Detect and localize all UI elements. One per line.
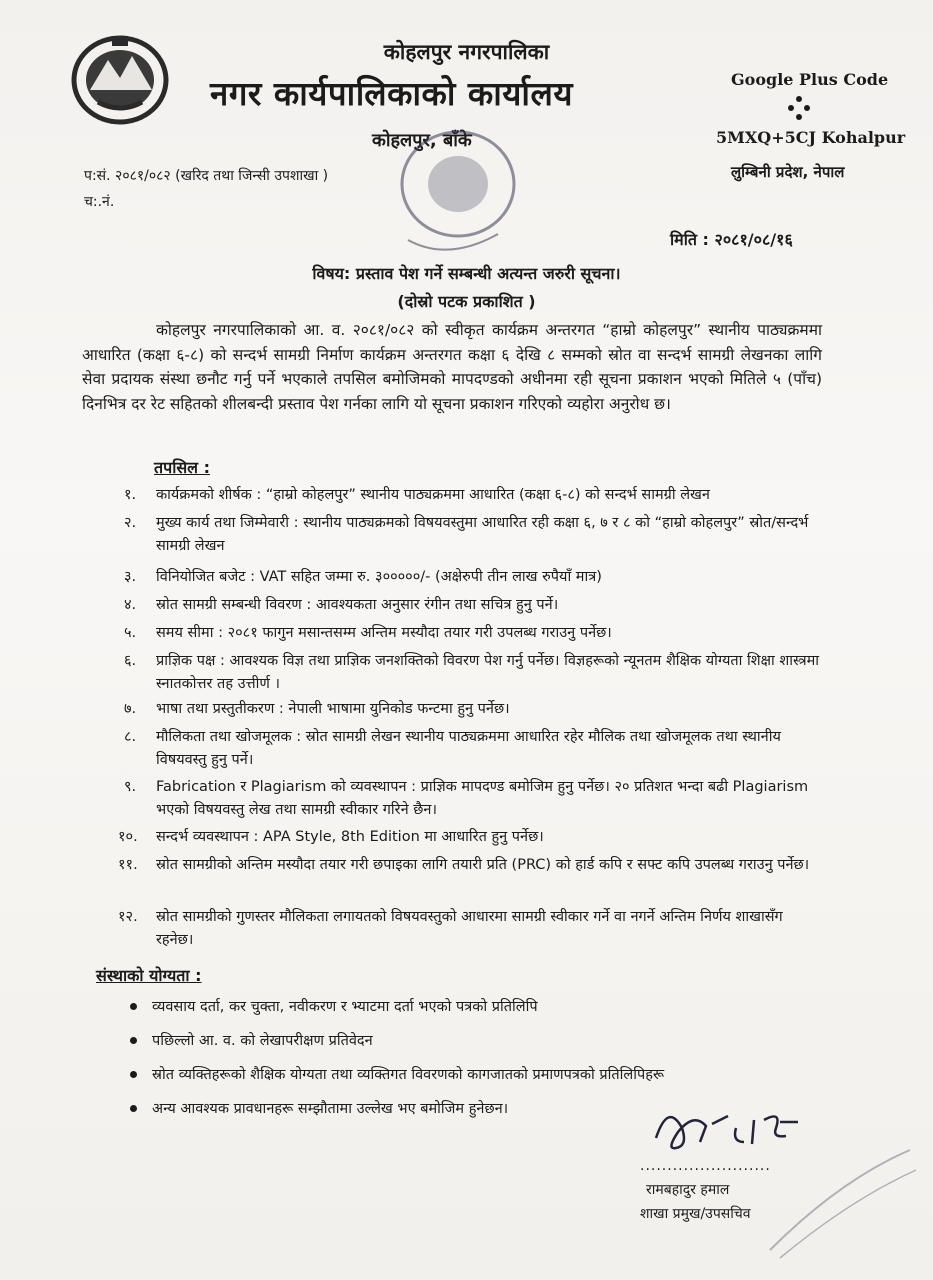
details-item-text: विनियोजित बजेट : VAT सहित जम्मा रु. ३०००००/- (अक्षेरुपी तीन लाख रुपैयाँ मात्र) bbox=[156, 569, 602, 585]
details-item-number: ३. bbox=[124, 569, 137, 585]
bullet-icon bbox=[130, 1003, 137, 1010]
letter-number: प:सं. २०८१/०८२ (खरिद तथा जिन्सी उपशाखा ) bbox=[84, 168, 329, 184]
google-plus-code-label: Google Plus Code bbox=[731, 70, 889, 89]
notice-body-text: कोहलपुर नगरपालिकाको आ. व. २०८१/०८२ को स्वीकृत कार्यक्रम अन्तरगत “हाम्रो कोहलपुर” स्थानीय पाठ्यक्रममा आधारित (कक्षा ६-८) को सन्दर्भ सामग्री निर्माण कार्यक्रम अन्तरगत कक्षा ६ देखि ८ सम्मको स्रोत वा सन्दर्भ सामग्री लेखनका लागि सेवा प्रदायक संस्था छनौट गर्नु पर्ने भएकाले तपसिल बमोजिमको मापदण्डको अधीनमा रही सूचना प्रकाशन भएको मितिले ५ (पाँच) दिनभित्र दर रेट सहितको शीलबन्दी प्रस्ताव पेश गर्नका लागि यो सूचना प्रकाशन गरिएको व्यहोरा अनुरोध छ। bbox=[82, 321, 822, 413]
signatory-title: शाखा प्रमुख/उपसचिव bbox=[640, 1206, 751, 1222]
plus-code-dots-icon bbox=[786, 95, 812, 123]
signatory-name: रामबहादुर हमाल bbox=[646, 1182, 730, 1198]
republished-note: (दोस्रो पटक प्रकाशित ) bbox=[397, 292, 536, 311]
details-item-number: १०. bbox=[118, 829, 138, 845]
details-item-number: १२. bbox=[118, 909, 138, 925]
municipality-name: कोहलपुर नगरपालिका bbox=[383, 40, 550, 64]
details-item-text: स्रोत सामग्रीको गुणस्तर मौलिकता लगायतको विषयवस्तुको आधारमा सामग्री स्वीकार गर्ने वा नगर्ने अन्तिम निर्णय शाखासँग रहनेछ। bbox=[156, 909, 783, 948]
details-item-text: मुख्य कार्य तथा जिम्मेवारी : स्थानीय पाठ्यक्रमको विषयवस्तुमा आधारित रही कक्षा ६, ७ र ८ को “हाम्रो कोहलपुर” स्रोत/सन्दर्भ सामग्री लेखन bbox=[156, 515, 809, 554]
notice-body bbox=[82, 318, 822, 416]
eligibility-item-text: अन्य आवश्यक प्रावधानहरू सम्झौतामा उल्लेख भए बमोजिम हुनेछन। bbox=[152, 1101, 509, 1117]
province-line: लुम्बिनी प्रदेश, नेपाल bbox=[731, 163, 845, 181]
details-heading: तपसिल : bbox=[154, 458, 210, 477]
details-item-text: कार्यक्रमको शीर्षक : “हाम्रो कोहलपुर” स्थानीय पाठ्यक्रममा आधारित (कक्षा ६-८) को सन्दर्भ सामग्री लेखन bbox=[156, 487, 710, 503]
office-address: कोहलपुर, बाँके bbox=[372, 130, 472, 151]
bullet-icon bbox=[130, 1037, 137, 1044]
section-stamp-icon bbox=[760, 1140, 920, 1260]
details-item-number: १. bbox=[124, 487, 137, 503]
plus-code: 5MXQ+5CJ Kohalpur bbox=[716, 128, 906, 147]
dispatch-number: च:.नं. bbox=[84, 194, 115, 210]
eligibility-heading: संस्थाको योग्यता : bbox=[96, 966, 202, 985]
details-item-number: २. bbox=[124, 515, 137, 531]
eligibility-item-text: व्यवसाय दर्ता, कर चुक्ता, नवीकरण र भ्याटमा दर्ता भएको पत्रको प्रतिलिपि bbox=[152, 999, 538, 1015]
details-item-number: ८. bbox=[124, 729, 137, 745]
notice-date: मिति : २०८१/०८/१६ bbox=[670, 230, 793, 249]
details-item-text: Fabrication र Plagiarism को व्यवस्थापन : प्राज्ञिक मापदण्ड बमोजिम हुनु पर्नेछ। २० प्रतिशत भन्दा बढी Plagiarism भएको विषयवस्तु लेख तथा सामग्री स्वीकार गरिने छैन। bbox=[156, 779, 809, 818]
details-item-number: ७. bbox=[124, 701, 137, 717]
details-item-text: प्राज्ञिक पक्ष : आवश्यक विज्ञ तथा प्राज्ञिक जनशक्तिको विवरण पेश गर्नु पर्नेछ। विज्ञहरूको न्यूनतम शैक्षिक योग्यता शिक्षा शास्त्रमा स्नातकोत्तर तह उत्तीर्ण । bbox=[156, 653, 820, 692]
details-item-text: स्रोत सामग्री सम्बन्धी विवरण : आवश्यकता अनुसार रंगीन तथा सचित्र हुनु पर्ने। bbox=[156, 597, 559, 613]
bullet-icon bbox=[130, 1071, 137, 1078]
signature-line: ........................ bbox=[640, 1158, 771, 1174]
details-item-number: ११. bbox=[118, 857, 138, 873]
bullet-icon bbox=[130, 1105, 137, 1112]
details-item-text: सन्दर्भ व्यवस्थापन : APA Style, 8th Edition मा आधारित हुनु पर्नेछ। bbox=[156, 829, 544, 845]
details-item-number: ६. bbox=[124, 653, 137, 669]
details-item-number: ५. bbox=[124, 625, 137, 641]
details-item-text: भाषा तथा प्रस्तुतीकरण : नेपाली भाषामा युनिकोड फन्टमा हुनु पर्नेछ। bbox=[156, 701, 510, 717]
eligibility-item-text: पछिल्लो आ. व. को लेखापरीक्षण प्रतिवेदन bbox=[152, 1033, 373, 1049]
details-item-text: मौलिकता तथा खोजमूलक : स्रोत सामग्री लेखन स्थानीय पाठ्यक्रममा आधारित रहेर मौलिक तथा खोजमूलक तथा स्थानीय विषयवस्तु हुनु पर्ने। bbox=[156, 729, 781, 768]
details-item-text: समय सीमा : २०८१ फागुन मसान्तसम्म अन्तिम मस्यौदा तयार गरी उपलब्ध गराउनु पर्नेछ। bbox=[156, 625, 612, 641]
office-title: नगर कार्यपालिकाको कार्यालय bbox=[210, 74, 573, 113]
eligibility-item-text: स्रोत व्यक्तिहरूको शैक्षिक योग्यता तथा व्यक्तिगत विवरणको कागजातको प्रमाणपत्रको प्रतिलिपिहरू bbox=[152, 1067, 665, 1083]
details-item-number: ४. bbox=[124, 597, 137, 613]
office-seal-icon bbox=[378, 122, 528, 262]
details-item-text: स्रोत सामग्रीको अन्तिम मस्यौदा तयार गरी छपाइका लागि तयारी प्रति (PRC) को हार्ड कपि र सफ्ट कपि उपलब्ध गराउनु पर्नेछ। bbox=[156, 857, 810, 873]
notice-subject: विषय: प्रस्ताव पेश गर्ने सम्बन्धी अत्यन्त जरुरी सूचना। bbox=[312, 264, 621, 283]
details-item-number: ९. bbox=[124, 779, 137, 795]
